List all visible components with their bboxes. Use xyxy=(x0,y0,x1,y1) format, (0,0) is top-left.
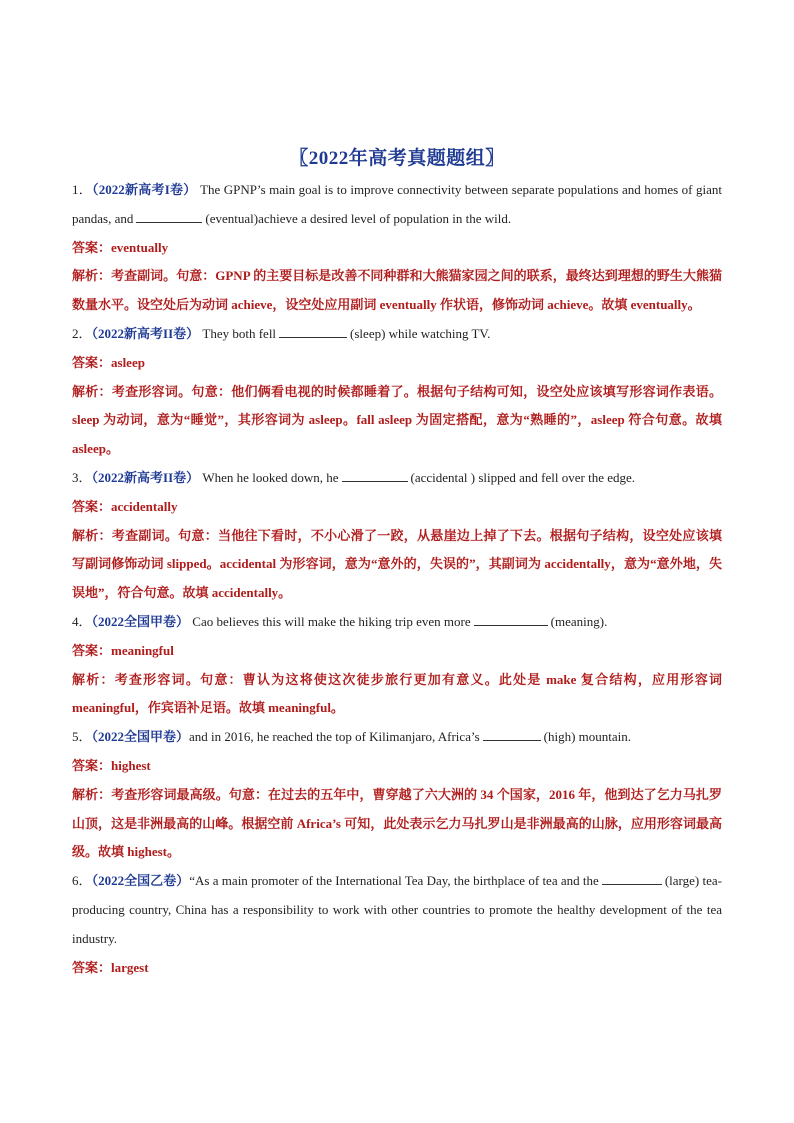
question-number: 5． xyxy=(72,729,92,745)
question-source: （2022全国乙卷） xyxy=(91,873,190,889)
answer-blank xyxy=(279,323,347,338)
question-source: （2022新高考I卷） xyxy=(92,182,197,197)
answer-line xyxy=(72,493,722,522)
question-item xyxy=(72,176,722,320)
question-number: 2． xyxy=(72,325,92,341)
question-text xyxy=(72,464,722,493)
question-item xyxy=(72,867,722,982)
section-title: 〖2022年高考真题题组〗 xyxy=(289,148,505,169)
answer-value: largest xyxy=(111,959,149,975)
question-text xyxy=(72,867,722,953)
question-stem-continued: (sleep) while watching TV. xyxy=(350,325,491,341)
explanation-text: 考查副词。句意：GPNP 的主要目标是改善不同种群和大熊猫家园之间的联系，最终达到理想的野生大熊猫数量水平。设空处后为动词 achieve，设空处应用副词 eventually 作状语，修饰动词 achieve。故填 eventually。 xyxy=(72,268,722,313)
answer-label: 答案： xyxy=(72,354,112,370)
question-source: （2022新高考II卷） xyxy=(91,325,200,341)
question-stem: Cao believes this will make the hiking trip even more xyxy=(192,613,471,629)
answer-label: 答案： xyxy=(72,959,112,975)
question-source: （2022全国甲卷） xyxy=(91,613,190,629)
question-source: （2022全国甲卷） xyxy=(91,729,190,745)
explanation-text: 考查形容词最高级。句意：在过去的五年中，曹穿越了六大洲的 34 个国家，2016 年，他到达了乞力马扎罗山顶，这是非洲最高的山峰。根据空前 Africa’s 可知，此处表示乞力马扎罗山是非洲最高的山脉，应用形容词最高级。故填 highest。 xyxy=(72,786,722,860)
question-text xyxy=(72,723,722,752)
question-stem: and in 2016, he reached the top of Kilimanjaro, Africa’s xyxy=(189,729,480,745)
question-stem: “As a main promoter of the International Tea Day, the birthplace of tea and the xyxy=(189,873,599,889)
answer-label: 答案： xyxy=(72,498,112,514)
question-stem: The GPNP’s main goal is to improve connectivity between separate populations and homes of giant pandas, and xyxy=(72,182,722,226)
explanation-label: 解析： xyxy=(72,383,112,399)
answer-value: highest xyxy=(111,757,151,773)
answer-line xyxy=(72,349,722,378)
explanation-text: 考查副词。句意：当他往下看时，不小心滑了一跤，从悬崖边上掉了下去。根据句子结构，设空处应该填写副词修饰动词 slipped。accidental 为形容词，意为“意外的，失误的”，其副词为 accidentally，意为“意外地，失误地”，符合句意。故填 accidentally。 xyxy=(72,527,722,601)
answer-blank xyxy=(474,611,548,626)
answer-line xyxy=(72,752,722,781)
answer-label: 答案： xyxy=(72,757,112,773)
question-stem-continued: (eventual)achieve a desired level of population in the wild. xyxy=(205,210,512,226)
answer-blank xyxy=(483,726,541,741)
explanation-label: 解析： xyxy=(72,671,115,687)
question-number: 6． xyxy=(72,873,92,889)
question-stem-continued: (meaning). xyxy=(550,613,608,629)
question-number: 1． xyxy=(72,182,92,197)
explanation xyxy=(72,781,722,867)
answer-line xyxy=(72,234,722,263)
question-stem-continued: (large) tea-producing country, China has a responsibility to work with other countries to promote the healthy development of the tea industry. xyxy=(72,873,722,946)
question-text xyxy=(72,176,722,234)
explanation-label: 解析： xyxy=(72,527,112,543)
answer-value: accidentally xyxy=(111,498,178,514)
document-page xyxy=(72,142,722,982)
question-stem: When he looked down, he xyxy=(202,469,339,485)
answer-line xyxy=(72,637,722,666)
question-stem: They both fell xyxy=(202,325,277,341)
question-number: 3． xyxy=(72,469,92,485)
answer-blank xyxy=(342,467,408,482)
explanation-text: 考查形容词。句意：曹认为这将使这次徒步旅行更加有意义。此处是 make 复合结构，应用形容词 meaningful，作宾语补足语。故填 meaningful。 xyxy=(72,671,722,716)
question-stem-continued: (high) mountain. xyxy=(543,729,632,745)
explanation xyxy=(72,522,722,608)
answer-blank xyxy=(136,208,202,223)
explanation-label: 解析： xyxy=(72,786,112,802)
question-text xyxy=(72,320,722,349)
question-source: （2022新高考II卷） xyxy=(91,469,200,485)
question-item xyxy=(72,320,722,464)
answer-label: 答案： xyxy=(72,239,112,255)
question-stem-continued: (accidental ) slipped and fell over the edge. xyxy=(410,469,636,485)
question-text xyxy=(72,608,722,637)
explanation-text: 考查形容词。句意：他们俩看电视的时候都睡着了。根据句子结构可知，设空处应该填写形容词作表语。sleep 为动词，意为“睡觉”，其形容词为 asleep。fall asleep 为固定搭配，意为“熟睡的”，asleep 符合句意。故填 asleep。 xyxy=(72,383,722,457)
explanation xyxy=(72,262,722,320)
answer-blank xyxy=(602,870,662,885)
answer-line xyxy=(72,954,722,983)
answer-label: 答案： xyxy=(72,642,112,658)
answer-value: asleep xyxy=(111,354,145,370)
question-number: 4． xyxy=(72,613,92,629)
answer-value: eventually xyxy=(111,239,169,255)
question-item xyxy=(72,464,722,608)
question-item xyxy=(72,723,722,867)
answer-value: meaningful xyxy=(111,642,174,658)
explanation xyxy=(72,378,722,464)
question-item xyxy=(72,608,722,723)
explanation-label: 解析： xyxy=(72,268,112,284)
explanation xyxy=(72,666,722,724)
